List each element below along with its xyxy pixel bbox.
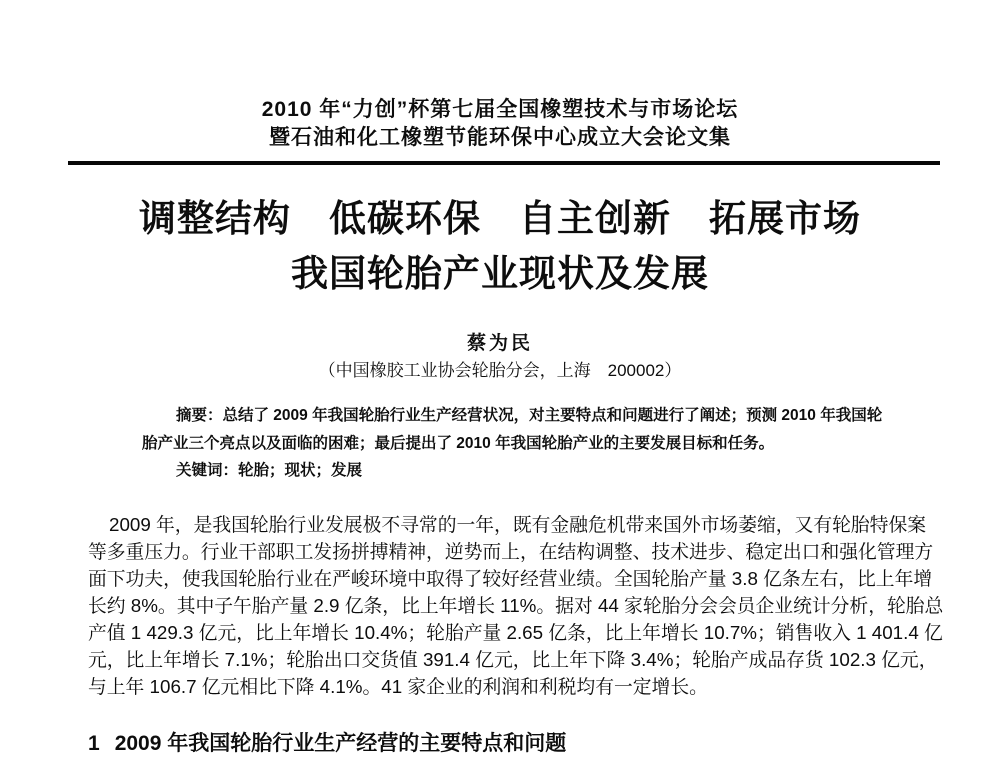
body-line: 等多重压力。行业干部职工发扬拼搏精神，逆势而上，在结构调整、技术进步、稳定出口和强化管理方	[88, 541, 934, 562]
author-affiliation: （中国橡胶工业协会轮胎分会，上海 200002）	[318, 361, 682, 380]
author-name: 蔡为民	[466, 333, 533, 354]
body-line: 产值 1 429.3 亿元，比上年增长 10.4%；轮胎产量 2.65 亿条，比上年增长 10.7%；销售收入 1 401.4 亿	[88, 622, 943, 643]
paper-title-line2: 我国轮胎产业现状及发展	[291, 253, 709, 294]
paper-title-line1: 调整结构 低碳环保 自主创新 拓展市场	[139, 198, 861, 239]
body-line: 2009 年，是我国轮胎行业发展极不寻常的一年，既有金融危机带来国外市场萎缩，又有轮胎特保案	[109, 514, 927, 535]
section-1-heading	[88, 727, 566, 757]
body-line: 长约 8%。其中子午胎产量 2.9 亿条，比上年增长 11%。据对 44 家轮胎分会会员企业统计分析，轮胎总	[88, 595, 944, 616]
section-1-number: 1	[88, 732, 100, 755]
body-line: 与上年 106.7 亿元相比下降 4.1%。41 家企业的利润和利税均有一定增长。	[88, 676, 708, 697]
abstract-line1: 摘要：总结了 2009 年我国轮胎行业生产经营状况，对主要特点和问题进行了阐述；预测 2010 年我国轮	[176, 407, 883, 424]
body-paragraph	[88, 511, 944, 700]
abstract-block	[142, 402, 920, 485]
section-1-title: 2009 年我国轮胎行业生产经营的主要特点和问题	[114, 732, 567, 755]
body-line: 元，比上年增长 7.1%；轮胎出口交货值 391.4 亿元，比上年下降 3.4%；轮胎产成品存货 102.3 亿元，	[88, 649, 938, 670]
conference-header	[0, 96, 1000, 152]
keywords-line: 关键词：轮胎；现状；发展	[176, 462, 363, 479]
body-line: 面下功夫，使我国轮胎行业在严峻环境中取得了较好经营业绩。全国轮胎产量 3.8 亿条左右，比上年增	[88, 568, 933, 589]
conference-header-line2: 暨石油和化工橡塑节能环保中心成立大会论文集	[269, 126, 731, 149]
conference-header-line1: 2010 年“力创”杯第七届全国橡塑技术与市场论坛	[261, 98, 739, 121]
abstract-line2: 胎产业三个亮点以及面临的困难；最后提出了 2010 年我国轮胎产业的主要发展目标和任务。	[142, 434, 775, 452]
paper-title	[0, 191, 1000, 301]
header-divider-rule	[68, 161, 940, 165]
